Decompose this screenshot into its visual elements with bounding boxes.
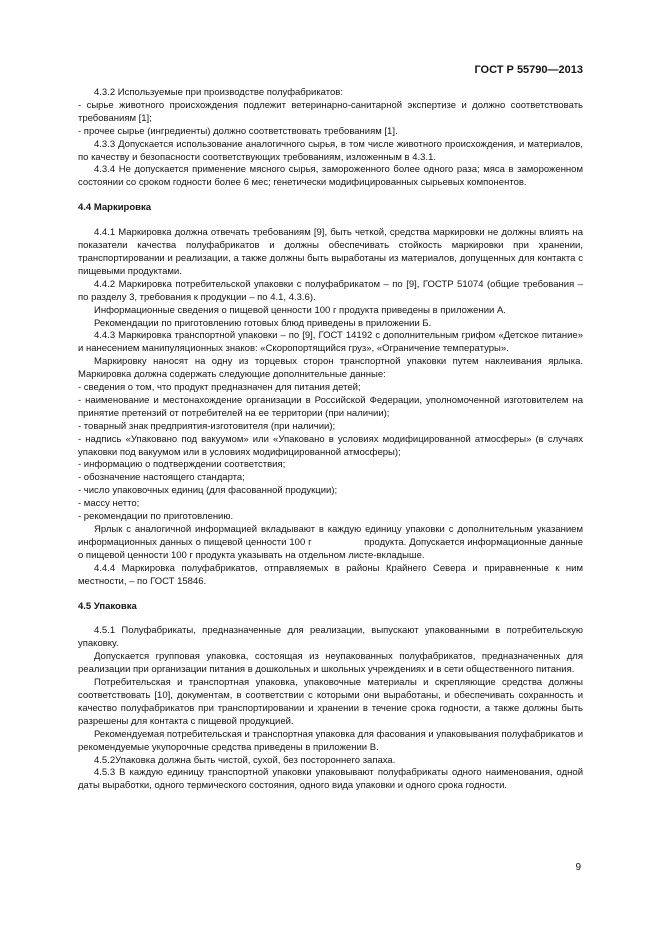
bullet-organization: - наименование и местонахождение организации в Российской Федерации, уполномоченной изготовителем на принятие претензий от потребителей на ее территории (при наличии);	[78, 394, 583, 419]
bullet-net-mass: - массу нетто;	[78, 498, 140, 510]
paragraph-4-3-2: 4.3.2 Используемые при производстве полуфабрикатов:	[94, 87, 343, 98]
paragraph-recommended-packaging: Рекомендуемая потребительская и транспортная упаковка для фасования и упаковывания полуфабрикатов и рекомендуемые укупорочные средства приведены в приложении В.	[78, 728, 583, 753]
document-body	[78, 87, 586, 793]
paragraph-4-4-1: 4.4.1 Маркировка должна отвечать требованиям [9], быть четкой, средства маркировки не должны влиять на показатели качества полуфабрикатов и должны обеспечивать стойкость маркировки при хранении, транспортировании и реализации, а также должны быть выработаны из материалов, допущенных для контакта с пищевыми продуктами.	[78, 227, 583, 277]
section-heading-4-5: 4.5 Упаковка	[78, 600, 137, 612]
standard-header: ГОСТ Р 55790—2013	[474, 64, 583, 76]
bullet-standard-designation: - обозначение настоящего стандарта;	[78, 472, 245, 484]
section-heading-4-4: 4.4 Маркировка	[78, 202, 152, 214]
paragraph-4-3-3: 4.3.3 Допускается использование аналогичного сырья, в том числе животного происхождения, и материалов, по качеству и безопасности соответствующих требованиям, изложенным в 4.3.1.	[78, 138, 583, 163]
bullet-unit-count: - число упаковочных единиц (для фасованной продукции);	[78, 485, 338, 497]
paragraph-nutrition-info: Информационные сведения о пищевой ценности 100 г продукта приведены в приложении А.	[94, 304, 506, 316]
bullet-vacuum-label: - надпись «Упаковано под вакуумом» или «Упаковано в условиях модифицированной атмосферы» (в случаях упаковки под вакуумом или в условиях модифицированной атмосферы);	[78, 433, 583, 458]
page-number: 9	[575, 862, 581, 873]
paragraph-packaging-materials: Потребительская и транспортная упаковка, упаковочные материалы и скрепляющие средства должны соответствовать [10], документам, в соответствии с которыми они выработаны, и обеспечивать сохранность и качество полуфабрикатов при транспортировании и хранении в течение срока годности, а также должны быть разрешены для контакта с пищевой продукцией.	[78, 677, 583, 727]
bullet-trademark: - товарный знак предприятия-изготовителя (при наличии);	[78, 420, 336, 432]
bullet-cooking-recommendations: - рекомендации по приготовлению.	[78, 511, 234, 523]
paragraph-4-4-2: 4.4.2 Маркировка потребительской упаковки с полуфабрикатом – по [9], ГОСТР 51074 (общие требования – по разделу 3, требования к продукции – по 4.1, 4.3.6).	[78, 278, 583, 303]
paragraph-cooking-recommendations: Рекомендации по приготовлению готовых блюд приведены в приложении Б.	[94, 317, 432, 329]
paragraph-4-5-2: 4.5.2Упаковка должна быть чистой, сухой, без постороннего запаха.	[94, 754, 396, 766]
paragraph-4-4-3: 4.4.3 Маркировка транспортной упаковки – по [9], ГОСТ 14192 с дополнительным грифом «Детское питание» и нанесением манипуляционных знаков: «Скоропортящийся груз», «Ограничение температуры».	[78, 330, 583, 355]
paragraph-label-insert: Ярлык с аналогичной информацией вкладывают в каждую единицу упаковки с дополнительным указанием информационных данных о пищевой ценности 100 г продукта. Допускается информационные данные о пищевой ценности 100 г продукта указывать на отдельном листе-вкладыше.	[78, 524, 586, 561]
paragraph-4-5-3: 4.5.3 В каждую единицу транспортной упаковки упаковывают полуфабрикаты одного наименования, одной даты выработки, одного термического состояния, одного вида упаковки и одного срока годности.	[78, 767, 583, 792]
paragraph-label-placement: Маркировку наносят на одну из торцевых сторон транспортной упаковки путем наклеивания ярлыка. Маркировка должна содержать следующие дополнительные данные:	[78, 356, 583, 381]
bullet-conformity: - информацию о подтверждении соответствия;	[78, 459, 286, 471]
paragraph-4-5-1: 4.5.1 Полуфабрикаты, предназначенные для реализации, выпускают упакованными в потребительскую упаковку.	[78, 625, 583, 650]
bullet-children-info: - сведения о том, что продукт предназначен для питания детей;	[78, 382, 361, 394]
bullet-animal-raw: - сырье животного происхождения подлежит ветеринарно-санитарной экспертизе и должно соответствовать требованиям [1];	[78, 99, 583, 124]
paragraph-4-3-4: 4.3.4 Не допускается применение мясного сырья, замороженного более одного раза; мяса в замороженном состоянии со сроком годности более 6 мес; генетически модифицированных сырьевых компонентов.	[78, 164, 583, 189]
paragraph-group-packaging: Допускается групповая упаковка, состоящая из неупакованных полуфабрикатов, предназначенных для реализации при организации питания в дошкольных и школьных учреждениях и в сети общественного питания.	[78, 651, 583, 676]
paragraph-4-4-4: 4.4.4 Маркировка полуфабрикатов, отправляемых в районы Крайнего Севера и приравненные к ним местности, – по ГОСТ 15846.	[78, 562, 583, 587]
bullet-other-raw: - прочее сырье (ингредиенты) должно соответствовать требованиям [1].	[78, 125, 398, 137]
